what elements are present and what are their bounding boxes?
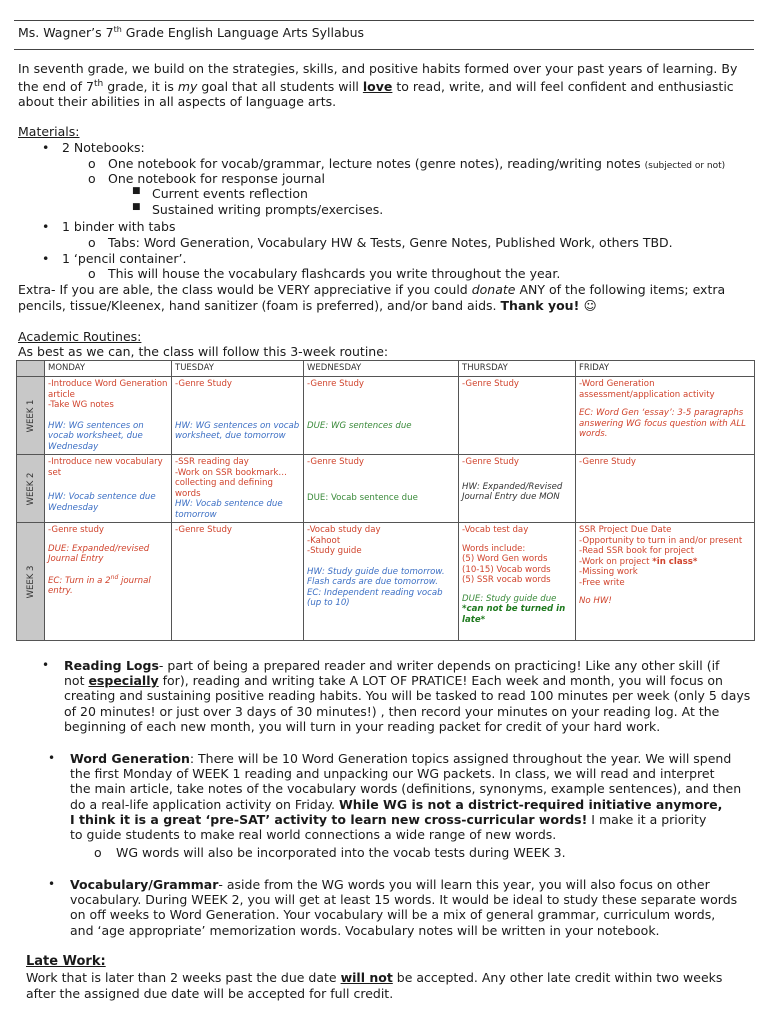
- week-label: WEEK 1: [17, 377, 45, 455]
- intro-paragraph: In seventh grade, we build on the strategies, skills, and positive habits formed over your past years of learning. By the end of 7th grade, it is my goal that all students will love to read, write, and will feel confident and enthusiastic about their abilities in all aspects of language arts.: [18, 61, 738, 110]
- table-row: [17, 377, 755, 455]
- table-cell: -Introduce Word Generation article -Take WG notes HW: WG sentences on vocab worksheet, due Wednesday: [45, 377, 172, 455]
- bullet-circle: o: [88, 156, 96, 171]
- bullet-circle: o: [88, 171, 96, 186]
- reading-logs-section: Reading Logs- part of being a prepared reader and writer depends on practicing! Like any other skill (if not especially for), reading and writing take A LOT OF PRATICE! Each week and month, you will focus on creating and sustaining positive reading habits. You will be tasked to read 100 minutes per week (only 5 days of 20 minutes! or just over 3 days of 30 minutes!) , then record your minutes on your reading log. At the beginning of each new month, you will turn in your reading packet for credit of your hard work.: [64, 658, 751, 734]
- table-cell: -Genre study DUE: Expanded/revised Journal Entry EC: Turn in a 2nd journal entry.: [45, 523, 172, 641]
- day-header: MONDAY: [45, 361, 172, 377]
- week-label: WEEK 3: [17, 523, 45, 641]
- routine-table: [16, 360, 755, 641]
- bullet-circle: o: [88, 266, 96, 281]
- table-header-row: [17, 361, 755, 377]
- table-row: [17, 455, 755, 523]
- table-cell: -Genre Study DUE: WG sentences due: [304, 377, 459, 455]
- table-cell: -Genre Study: [459, 377, 576, 455]
- late-work-heading: Late Work:: [26, 954, 106, 969]
- bullet-dot: •: [48, 751, 56, 765]
- corner-cell: [17, 361, 45, 377]
- bullet-square: ■: [132, 202, 141, 212]
- routines-subheading: As best as we can, the class will follow this 3-week routine:: [18, 344, 389, 359]
- table-cell: SSR Project Due Date -Opportunity to turn in and/or present -Read SSR book for project -Work on project *in class* -Missing work -Free write No HW!: [576, 523, 755, 641]
- day-header: WEDNESDAY: [304, 361, 459, 377]
- bullet-dot: •: [48, 877, 56, 891]
- day-header: TUESDAY: [172, 361, 304, 377]
- bullet-dot: •: [42, 140, 50, 155]
- table-row: [17, 523, 755, 641]
- bullet-dot: •: [42, 251, 50, 266]
- materials-nb2-item-a: Current events reflection: [152, 186, 308, 201]
- day-header: THURSDAY: [459, 361, 576, 377]
- materials-binder: 1 binder with tabs: [62, 219, 176, 234]
- materials-heading: Materials:: [18, 124, 80, 139]
- day-header: FRIDAY: [576, 361, 755, 377]
- page-title: Ms. Wagner’s 7th Grade English Language Arts Syllabus: [14, 20, 754, 50]
- table-cell: -Introduce new vocabulary set HW: Vocab sentence due Wednesday: [45, 455, 172, 523]
- table-cell: -Genre Study: [576, 455, 755, 523]
- week-label: WEEK 2: [17, 455, 45, 523]
- late-work-text: Work that is later than 2 weeks past the due date will not be accepted. Any other late credit within two weeks after the assigned due date will be accepted for full credit.: [26, 970, 723, 1001]
- table-cell: -Vocab test day Words include: (5) Word Gen words (10-15) Vocab words (5) SSR vocab words DUE: Study guide due *can not be turned in late*: [459, 523, 576, 641]
- table-cell: -Genre Study HW: WG sentences on vocab worksheet, due tomorrow: [172, 377, 304, 455]
- routines-heading: Academic Routines:: [18, 329, 142, 344]
- table-cell: -Genre Study HW: Expanded/Revised Journal Entry due MON: [459, 455, 576, 523]
- materials-nb2-item-b: Sustained writing prompts/exercises.: [152, 202, 384, 217]
- materials-notebook-1: One notebook for vocab/grammar, lecture notes (genre notes), reading/writing notes (subjected or not): [108, 156, 726, 171]
- word-generation-section: Word Generation: There will be 10 Word Generation topics assigned throughout the year. We will spend the first Monday of WEEK 1 reading and unpacking our WG packets. In class, we will read and interpret the main article, take notes of the vocabulary words (definitions, synonyms, example sentences), and then do a real-life application activity on Friday. While WG is not a district-required initiative anymore, I think it is a great ‘pre-SAT’ activity to learn new cross-curricular words! I make it a priority to guide students to make real world connections a wide range of new words.: [70, 751, 742, 843]
- table-cell: -Word Generation assessment/application activity EC: Word Gen ‘essay’: 3-5 paragraphs answering WG focus question with ALL words.: [576, 377, 755, 455]
- table-cell: -Genre Study DUE: Vocab sentence due: [304, 455, 459, 523]
- bullet-square: ■: [132, 186, 141, 196]
- materials-notebooks: 2 Notebooks:: [62, 140, 145, 155]
- vocabulary-section: Vocabulary/Grammar- aside from the WG words you will learn this year, you will also focus on other vocabulary. During WEEK 2, you will get at least 15 words. It would be ideal to study these separate words on off weeks to Word Generation. Your vocabulary will be a mix of general grammar, curriculum words, and ‘age appropriate’ memorization words. Vocabulary notes will be written in your notebook.: [70, 877, 738, 938]
- bullet-dot: •: [42, 219, 50, 234]
- materials-notebook-2: One notebook for response journal: [108, 171, 325, 186]
- bullet-circle: o: [88, 235, 96, 250]
- bullet-dot: •: [42, 658, 50, 672]
- materials-pencil: 1 ‘pencil container’.: [62, 251, 187, 266]
- bullet-circle: o: [94, 845, 102, 860]
- materials-binder-tabs: Tabs: Word Generation, Vocabulary HW & Tests, Genre Notes, Published Work, others TBD.: [108, 235, 673, 250]
- word-generation-note: WG words will also be incorporated into the vocab tests during WEEK 3.: [116, 845, 566, 860]
- materials-pencil-note: This will house the vocabulary flashcards you write throughout the year.: [108, 266, 561, 281]
- table-cell: -Genre Study: [172, 523, 304, 641]
- materials-extra: Extra- If you are able, the class would be VERY appreciative if you could donate ANY of the following items; extra pencils, tissue/Kleenex, hand sanitizer (foam is preferred), and/or band aids. Thank you! ☺: [18, 282, 726, 313]
- table-cell: -SSR reading day -Work on SSR bookmark… collecting and defining words HW: Vocab sentence due tomorrow: [172, 455, 304, 523]
- table-cell: -Vocab study day -Kahoot -Study guide HW: Study guide due tomorrow. Flash cards are due tomorrow. EC: Independent reading vocab (up to 10): [304, 523, 459, 641]
